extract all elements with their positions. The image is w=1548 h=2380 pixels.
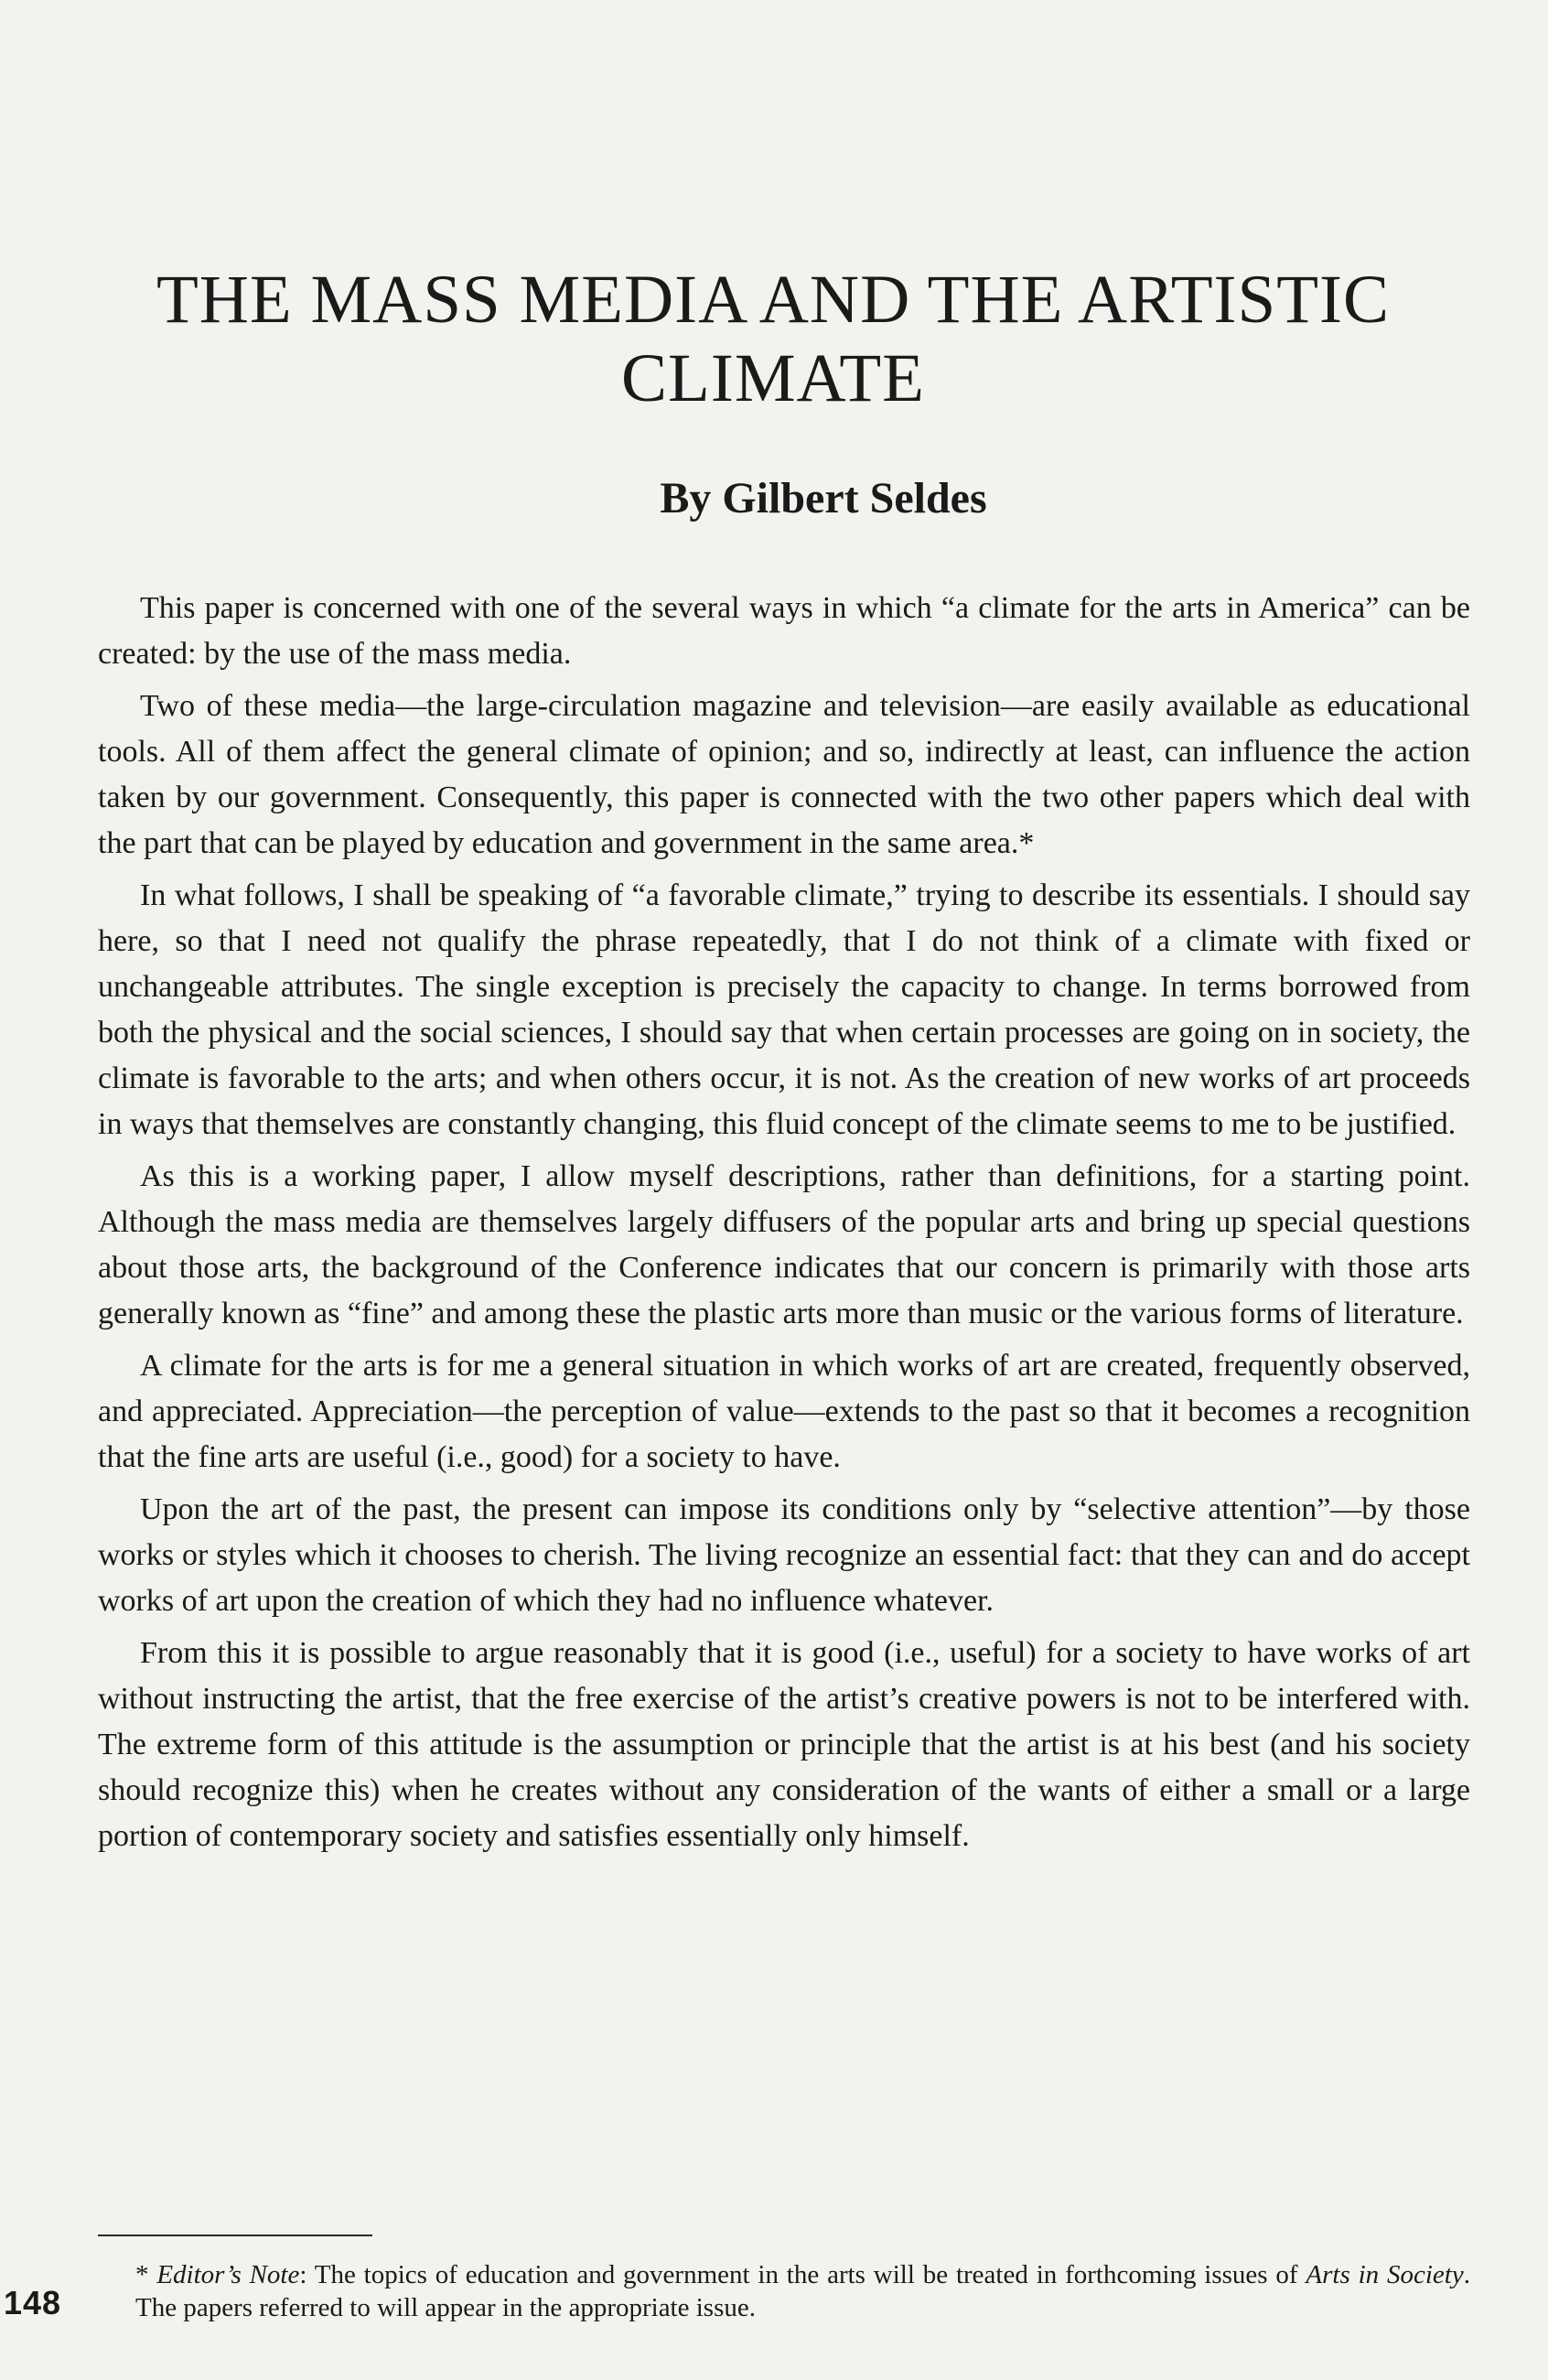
article-title: THE MASS MEDIA AND THE ARTISTIC CLIMATE <box>156 262 1391 417</box>
footnote-marker: * <box>135 2260 157 2289</box>
paragraph-2: Two of these media—the large-circulation magazine and television—are easily available as educational tools. All of them affect the general climate of opinion; and so, indirectly at least, can influence the action taken by our government. Consequently, this paper is connected with the two other papers which deal with the part that can be played by education and government in the same area.* <box>98 689 1470 860</box>
footnote-text-2: . The papers referred to will appear in the appropriate issue. <box>135 2260 1470 2322</box>
paragraph-7: From this it is possible to argue reasonably that it is good (i.e., useful) for a society to have works of art without instructing the artist, that the free exercise of the artist’s creative powers is not to be interfered with. The extreme form of this attitude is the assumption or principle that the artist is at his best (and his society should recognize this) when he creates without any consideration of the wants of either a small or a large portion of contemporary society and satisfies essentially only himself. <box>98 1636 1470 1853</box>
paragraph-1: This paper is concerned with one of the several ways in which “a climate for the arts in America” can be created: by the use of the mass media. <box>98 591 1470 671</box>
paragraph-5: A climate for the arts is for me a general situation in which works of art are created, frequently observed, and appreciated. Appreciation—the perception of value—extends to the past so that it becomes a recognition that the fine arts are useful (i.e., good) for a society to have. <box>98 1349 1470 1474</box>
footnote-label: Editor’s Note <box>156 2260 300 2289</box>
footnote-divider <box>98 2235 372 2236</box>
footnote-journal: Arts in Society <box>1306 2260 1464 2289</box>
paragraph-6: Upon the art of the past, the present can impose its conditions only by “selective attention”—by those works or styles which it chooses to cherish. The living recognize an essential fact: that they can and do accept works of art upon the creation of which they had no influence whatever. <box>98 1492 1470 1618</box>
paragraph-4: As this is a working paper, I allow myself descriptions, rather than definitions, for a starting point. Although the mass media are themselves largely diffusers of the popular arts and bring up special questions about those arts, the background of the Conference indicates that our concern is primarily with those arts generally known as “fine” and among these the plastic arts more than music or the various forms of literature. <box>98 1159 1470 1330</box>
footnote-colon: : <box>299 2260 315 2289</box>
footnote-text-1: The topics of education and government in the arts will be treated in forthcoming issues of <box>314 2260 1306 2289</box>
article-byline: By Gilbert Seldes <box>660 474 987 522</box>
footnote <box>135 2258 1470 2324</box>
paragraph-3: In what follows, I shall be speaking of “a favorable climate,” trying to describe its essentials. I should say here, so that I need not qualify the phrase repeatedly, that I do not think of a climate with fixed or unchangeable attributes. The single exception is precisely the capacity to change. In terms borrowed from both the physical and the social sciences, I should say that when certain processes are going on in society, the climate is favorable to the arts; and when others occur, it is not. As the creation of new works of art proceeds in ways that themselves are constantly changing, this fluid concept of the climate seems to me to be justified. <box>98 878 1470 1141</box>
article-body <box>98 586 1470 1866</box>
page-number: 148 <box>4 2284 62 2321</box>
